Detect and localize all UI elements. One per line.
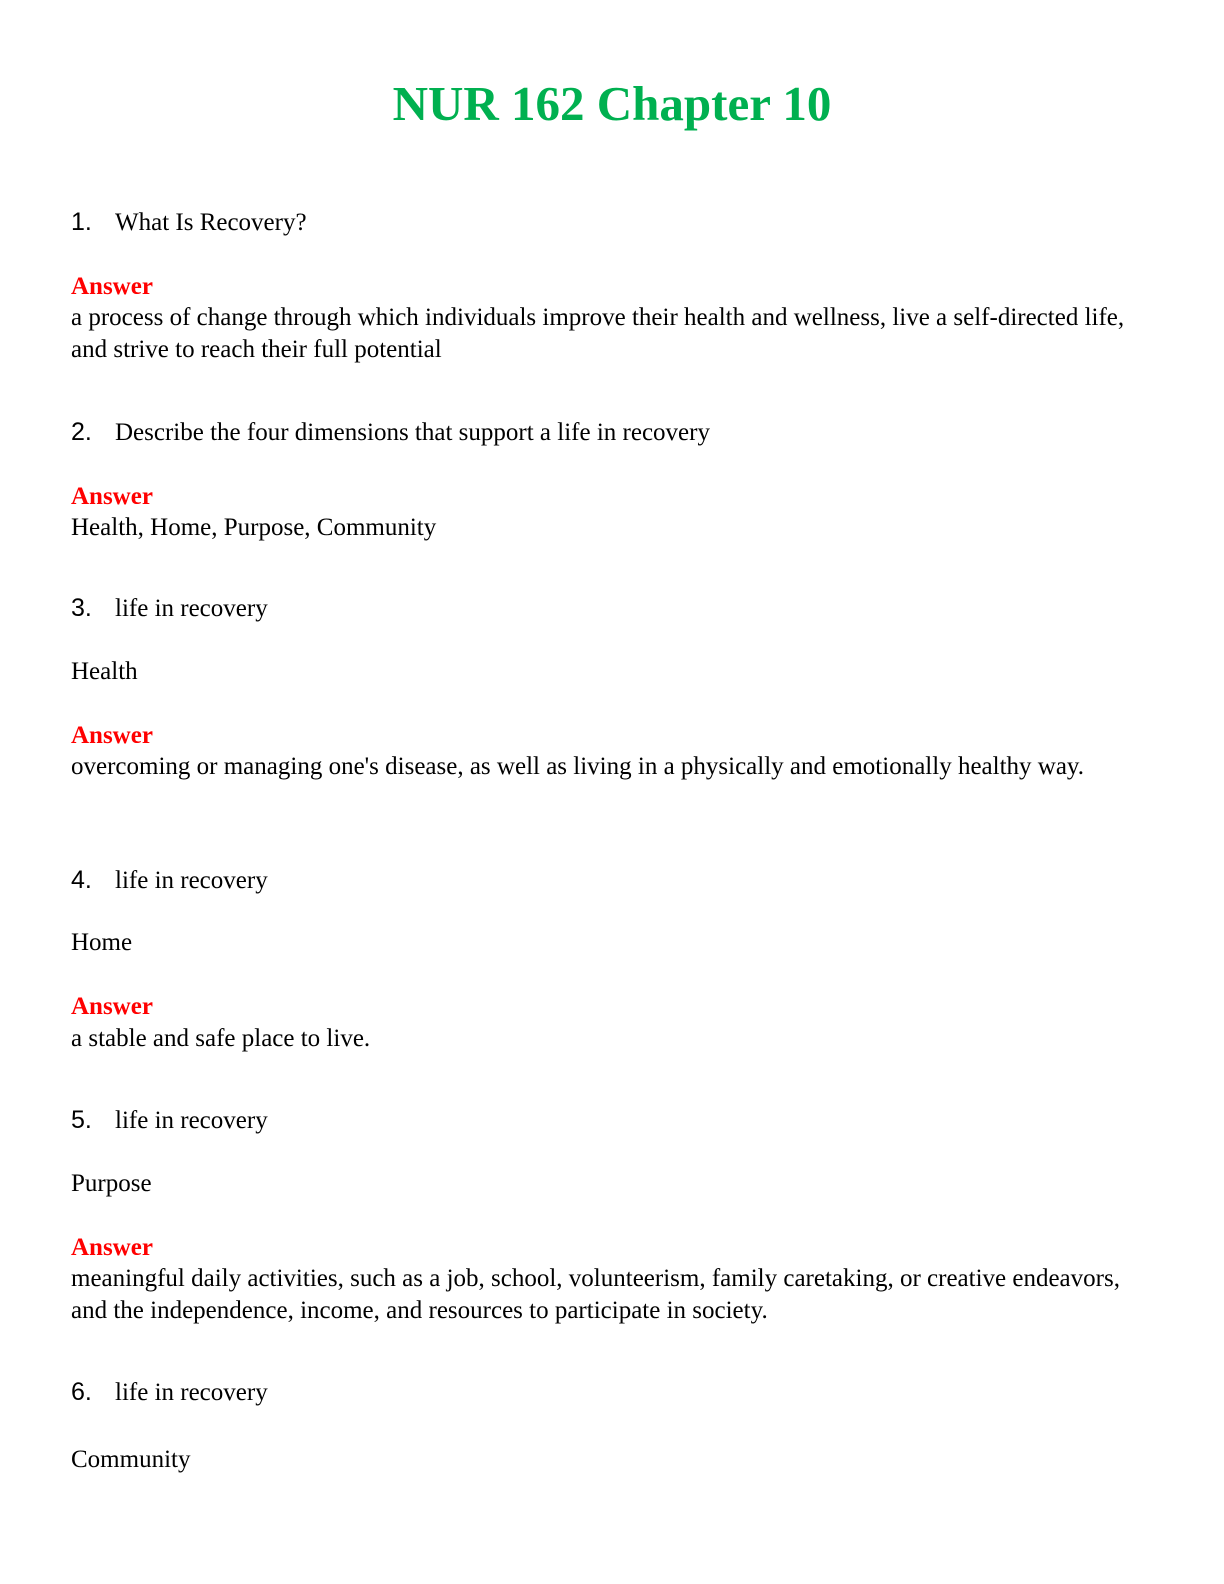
question-text: life in recovery <box>115 1107 268 1134</box>
question-5 <box>71 1104 1151 1137</box>
answer-text-1: a process of change through which individuals improve their health and wellness, live a self-directed life, and strive to reach their full potential <box>71 304 1125 363</box>
question-1 <box>71 206 1151 239</box>
answer-label-2: Answer <box>71 483 153 510</box>
answer-text-2: Health, Home, Purpose, Community <box>71 514 437 541</box>
question-term-4: Home <box>71 929 133 956</box>
question-2 <box>71 416 1151 449</box>
answer-label-4: Answer <box>71 993 153 1020</box>
question-text: What Is Recovery? <box>115 209 307 236</box>
question-term-6: Community <box>71 1446 191 1473</box>
answer-text-4: a stable and safe place to live. <box>71 1025 371 1052</box>
question-number: 2. <box>71 418 92 446</box>
question-text: life in recovery <box>115 1379 268 1406</box>
question-term-3: Health <box>71 658 138 685</box>
question-4 <box>71 864 1151 897</box>
answer-text-5: meaningful daily activities, such as a job, school, volunteerism, family caretaking, or creative endeavors, and the independence, income, and resources to participate in society. <box>71 1265 1120 1324</box>
question-text: life in recovery <box>115 595 268 622</box>
question-text: Describe the four dimensions that support a life in recovery <box>115 419 710 446</box>
answer-label-3: Answer <box>71 722 153 749</box>
question-number: 1. <box>71 208 92 236</box>
answer-text-3: overcoming or managing one's disease, as well as living in a physically and emotionally healthy way. <box>71 753 1085 780</box>
question-text: life in recovery <box>115 867 268 894</box>
page-title: NUR 162 Chapter 10 <box>392 76 832 131</box>
question-number: 4. <box>71 866 92 894</box>
answer-label-1: Answer <box>71 273 153 300</box>
question-number: 5. <box>71 1106 92 1134</box>
question-number: 3. <box>71 594 92 622</box>
question-number: 6. <box>71 1378 92 1406</box>
question-3 <box>71 592 1151 625</box>
question-6 <box>71 1376 1151 1409</box>
question-term-5: Purpose <box>71 1170 152 1197</box>
answer-label-5: Answer <box>71 1234 153 1261</box>
